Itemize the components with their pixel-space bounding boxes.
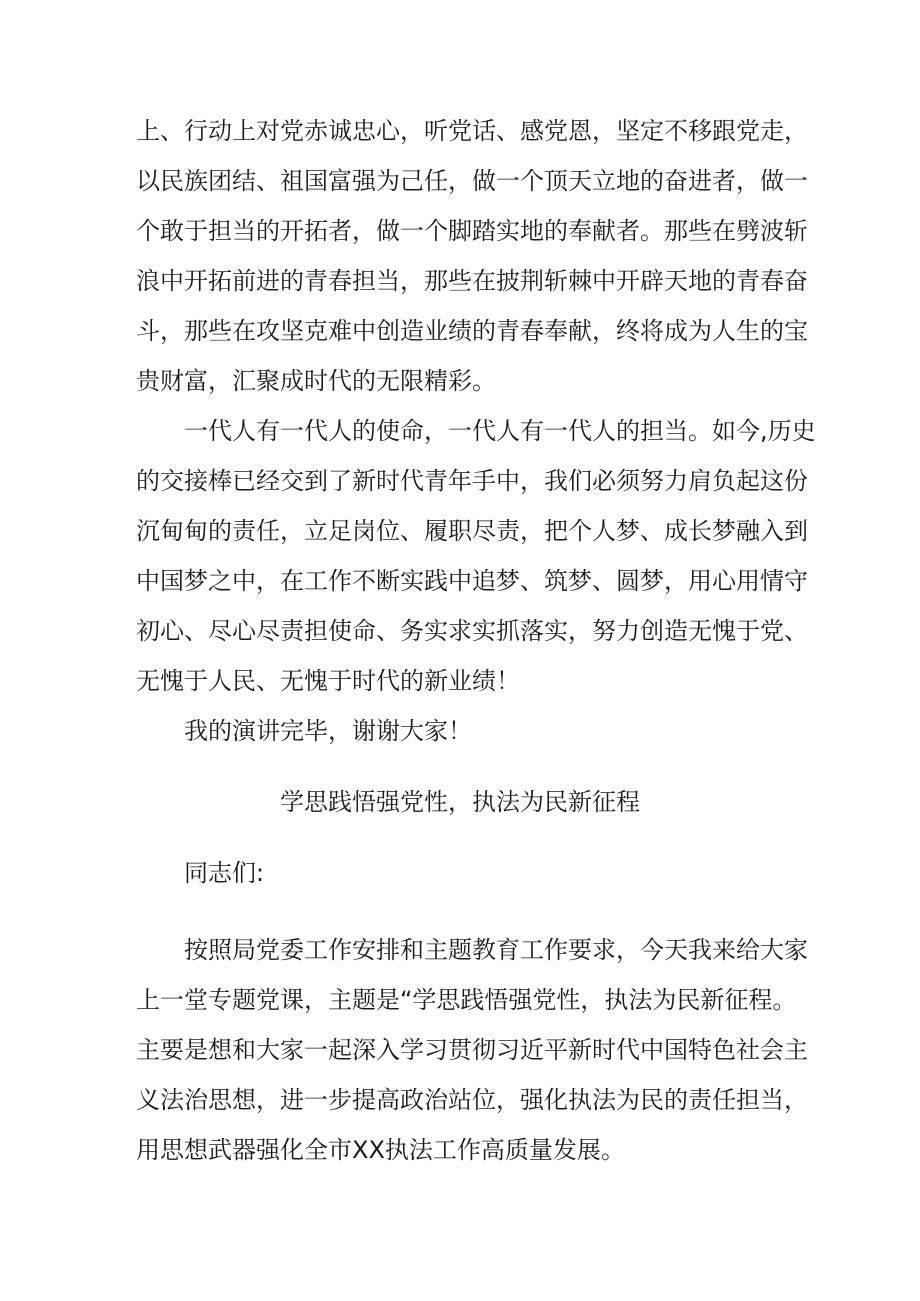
closing-line: 我的演讲完毕，谢谢大家！ bbox=[184, 717, 472, 745]
paragraph-3-line-4: 义法治思想，进一步提高政治站位，强化执法为民的责任担当， bbox=[136, 1086, 808, 1114]
paragraph-2-line-3: 沉甸甸的责任，立足岗位、履职尽责，把个人梦、成长梦融入到 bbox=[136, 517, 808, 545]
section-title: 学思践悟强党性，执法为民新征程 bbox=[280, 788, 640, 816]
paragraph-1-line-1: 上、行动上对党赤诚忠心，听党话、感党恩，坚定不移跟党走， bbox=[136, 117, 808, 145]
paragraph-2-line-5: 初心、尽心尽责担使命、务实求实抓落实，努力创造无愧于党、 bbox=[136, 617, 808, 645]
paragraph-2-line-6: 无愧于人民、无愧于时代的新业绩！ bbox=[136, 667, 520, 695]
salutation: 同志们: bbox=[184, 859, 265, 887]
paragraph-2-line-2: 的交接棒已经交到了新时代青年手中，我们必须努力肩负起这份 bbox=[136, 467, 808, 495]
paragraph-3-line-3: 主要是想和大家一起深入学习贯彻习近平新时代中国特色社会主 bbox=[136, 1036, 808, 1064]
paragraph-1-line-4: 浪中开拓前进的青春担当，那些在披荆斩棘中开辟天地的青春奋 bbox=[136, 267, 808, 295]
paragraph-3-line-2: 上一堂专题党课，主题是“学思践悟强党性，执法为民新征程。 bbox=[136, 986, 797, 1014]
paragraph-3-line-1: 按照局党委工作安排和主题教育工作要求，今天我来给大家 bbox=[184, 936, 808, 964]
paragraph-3-line-5: 用思想武器强化全市XX执法工作高质量发展。 bbox=[136, 1136, 625, 1164]
paragraph-1-line-6: 贵财富，汇聚成时代的无限精彩。 bbox=[136, 367, 496, 395]
paragraph-2-line-1: 一代人有一代人的使命，一代人有一代人的担当。如今,历史 bbox=[184, 417, 816, 445]
paragraph-1-line-2: 以民族团结、祖国富强为己任，做一个顶天立地的奋进者，做一 bbox=[136, 167, 808, 195]
paragraph-2-line-4: 中国梦之中，在工作不断实践中追梦、筑梦、圆梦，用心用情守 bbox=[136, 567, 808, 595]
paragraph-1-line-3: 个敢于担当的开拓者，做一个脚踏实地的奉献者。那些在劈波斩 bbox=[136, 217, 808, 245]
paragraph-1-line-5: 斗，那些在攻坚克难中创造业绩的青春奉献，终将成为人生的宝 bbox=[136, 317, 808, 345]
